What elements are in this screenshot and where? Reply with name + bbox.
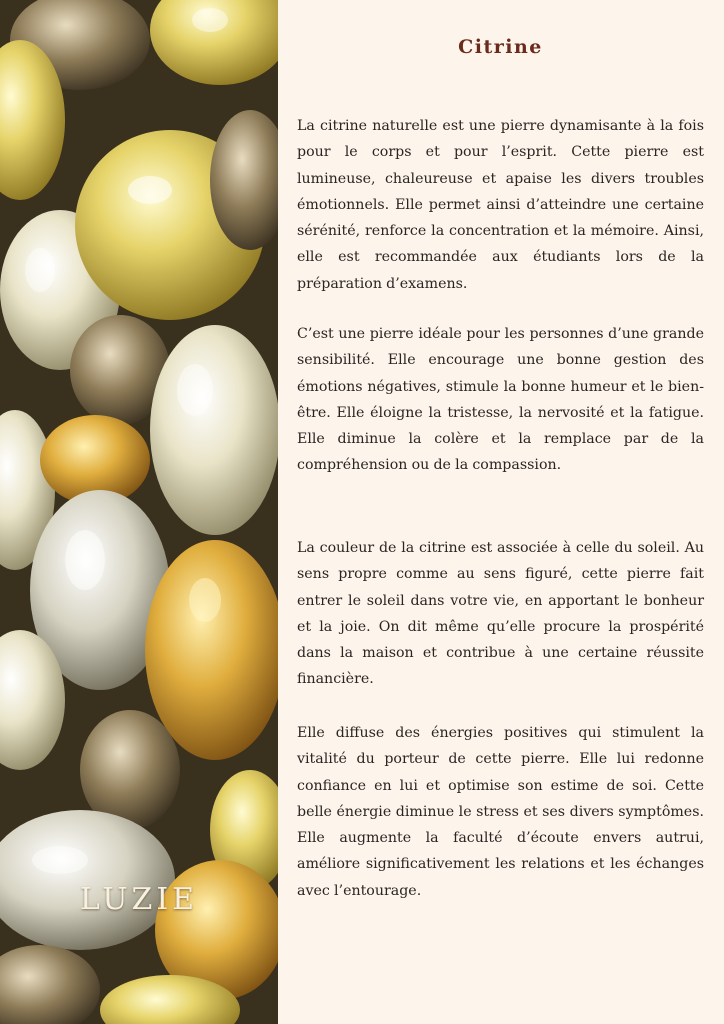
paragraph-2: C’est une pierre idéale pour les personnes d’une grande sensibilité. Elle encourage une bonne gestion des émotions négatives, stimule la bonne humeur et le bien-être. Elle éloigne la tristesse, la nervosité et la fatigue. Elle diminue la colère et la remplace par de la compréhension ou de la compassion. [297, 326, 704, 474]
paragraph-4: Elle diffuse des énergies positives qui stimulent la vitalité du porteur de cette pierre. Elle lui redonne confiance en lui et optimise son estime de soi. Cette belle énergie diminue le stress et ses divers symptômes. Elle augmente la faculté d’écoute envers autrui, améliore significativement les relations et les échanges avec l’entourage. [297, 725, 704, 899]
citrine-stones-photo [0, 0, 278, 1024]
brand-logo: LUZIE [79, 882, 199, 917]
citrine-stones-illustration [0, 0, 278, 1024]
paragraph-3: La couleur de la citrine est associée à celle du soleil. Au sens propre comme au sens figuré, cette pierre fait entrer le soleil dans votre vie, en apportant le bonheur et la joie. On dit même qu’elle procure la prospérité dans la maison et contribue à une certaine réussite financière. [297, 540, 704, 688]
page-title: Citrine [458, 36, 543, 58]
paragraph-1: La citrine naturelle est une pierre dynamisante à la fois pour le corps et pour l’esprit. Cette pierre est lumineuse, chaleureuse et apaise les divers troubles émotionnels. Elle permet ainsi d’atteindre une certaine sérénité, renforce la concentration et la mémoire. Ainsi, elle est recommandée aux étudiants lors de la préparation d’examens. [297, 118, 704, 292]
